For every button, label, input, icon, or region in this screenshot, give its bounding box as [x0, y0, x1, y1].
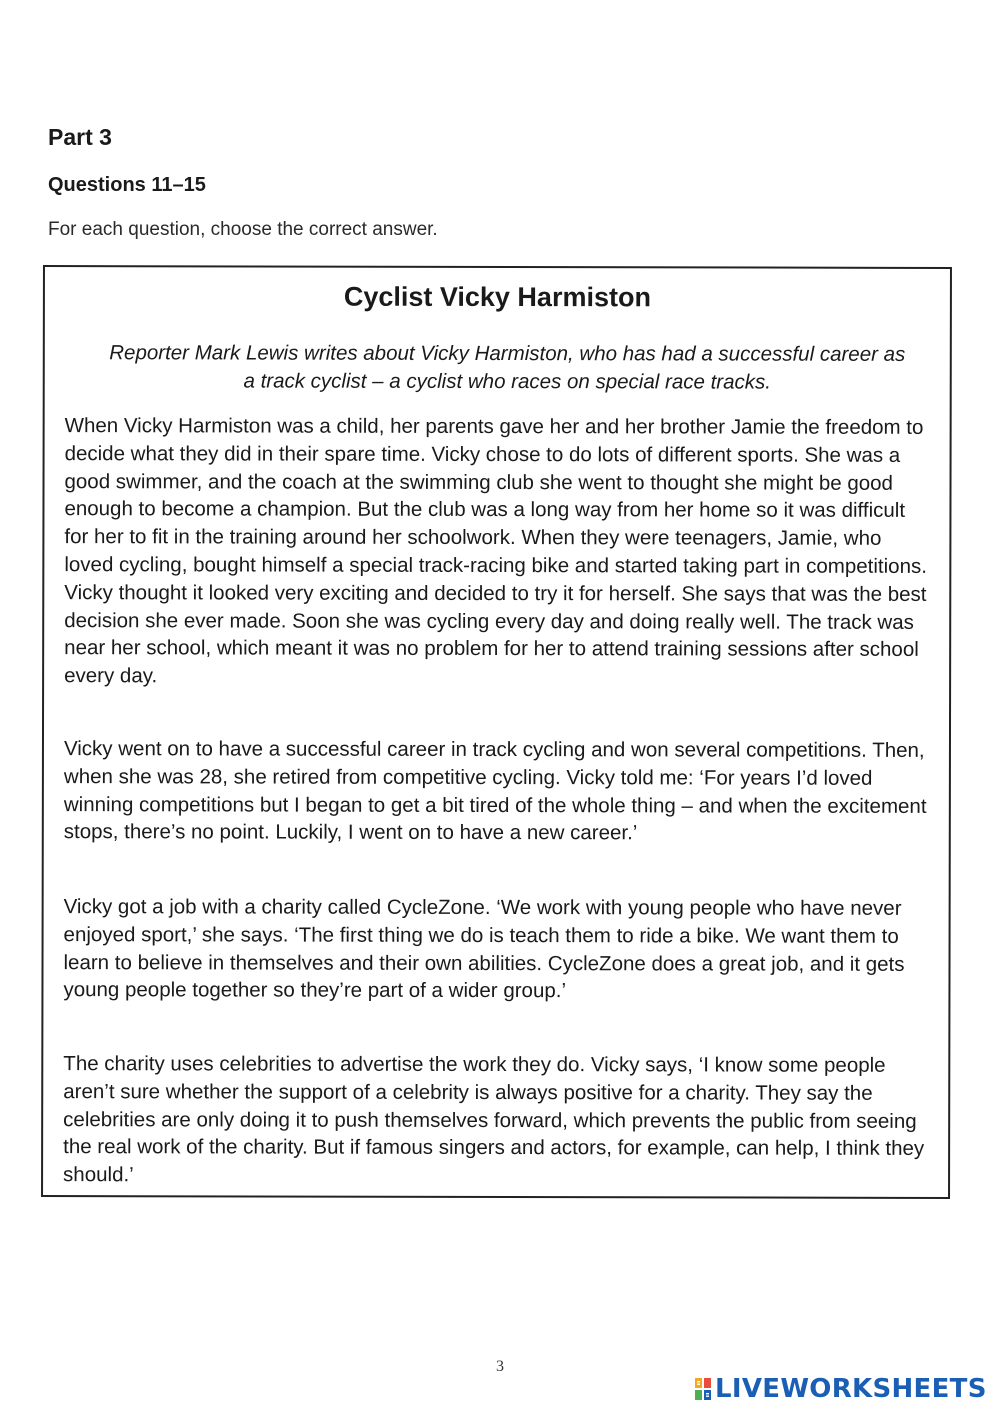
liveworksheets-logo-icon — [694, 1377, 712, 1401]
article-paragraph-3: Vicky got a job with a charity called CycleZone. ‘We work with young people who have never enjoyed sport,’ she says. ‘The first thing we do is teach them to ride a bike. We want them to learn to believe in themselves and their own abilities. CycleZone does a great job, and it gets young people together so they’re part of a wider group.’ — [63, 895, 905, 1003]
questions-heading: Questions 11–15 — [48, 174, 206, 196]
article-paragraph-1: When Vicky Harmiston was a child, her parents gave her and her brother Jamie the freedom to decide what they did in their spare time. Vicky chose to do lots of different sports. She was a good swimmer, and the coach at the swimming club she went to thought she might be good enough to become a champion. But the club was a long way from her home so it was difficult for her to fit in the training around her schoolwork. When they were teenagers, Jamie, who loved cycling, bought himself a special track-racing bike and started taking part in competitions. Vicky thought it looked very exciting and decided to try it for herself. She says that was the best decision she ever made. Soon she was cycling every day and doing really well. The track was near her school, which meant it was no problem for her to attend training sessions after school every day. — [64, 414, 927, 688]
liveworksheets-brand[interactable] — [694, 1374, 987, 1404]
article-intro: Reporter Mark Lewis writes about Vicky Harmiston, who has had a successful career as a track cyclist – a cyclist who races on special race tracks. — [109, 341, 906, 394]
article-paragraph-2: Vicky went on to have a successful career in track cycling and won several competitions. Then, when she was 28, she retired from competitive cycling. Vicky told me: ‘For years I’d loved winning competitions but I began to get a bit tired of the whole thing – and when the excitement stops, there’s no point. Luckily, I went on to have a new career.’ — [63, 737, 927, 845]
article-title: Cyclist Vicky Harmiston — [343, 281, 652, 313]
brand-name: LIVEWORKSHEETS — [715, 1374, 987, 1404]
page-number: 3 — [496, 1358, 504, 1375]
part-title: Part 3 — [48, 124, 112, 150]
article-box — [41, 265, 952, 1199]
article-paragraph-4: The charity uses celebrities to advertise the work they do. Vicky says, ‘I know some people aren’t sure whether the support of a celebrity is always positive for a charity. They say the celebrities are only doing it to push themselves forward, which prevents the public from seeing the real work of the charity. But if famous singers and actors, for example, can help, I think they should.’ — [63, 1052, 925, 1187]
instruction-text: For each question, choose the correct answer. — [48, 219, 438, 240]
